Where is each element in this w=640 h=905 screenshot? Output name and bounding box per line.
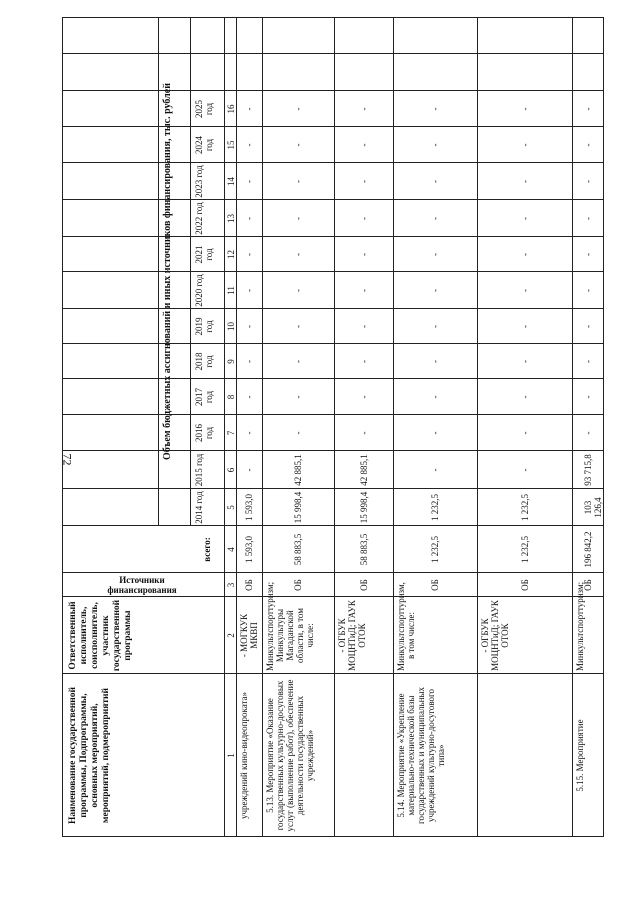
column-number: 13 [226, 214, 236, 223]
row-value-2019: - [583, 325, 593, 328]
row-total: 58 883,5 [358, 533, 369, 566]
row-value-2025: - [519, 107, 530, 111]
header-divider [158, 17, 159, 526]
header-year-2023: 2023 год [194, 165, 204, 198]
row-value-2015: - [244, 468, 254, 472]
row-value-2025: - [293, 107, 303, 111]
row-value-2018: - [519, 360, 530, 363]
row-value-2022: - [430, 217, 440, 220]
page-number: 72 [60, 453, 75, 466]
budget-table [62, 17, 604, 837]
row-value-2016: - [519, 431, 530, 435]
row-value-2022: - [583, 217, 593, 220]
row-name: 5.13. Мероприятие «Оказание государственных культурно-досуговых услуг (выполнение работ), обеспечение деятельности государственных учреждений» [265, 679, 315, 832]
header-year-2015: 2015 год [194, 453, 204, 487]
row-value-2017: - [358, 395, 369, 399]
column-divider [62, 572, 604, 573]
header-year-2022: 2022 год [194, 202, 204, 235]
row-value-2016: - [430, 431, 440, 435]
row-name: учреждений кино-видеопроката» [239, 692, 249, 820]
header-year-2020: 2020 год [194, 274, 204, 307]
header-year-2016: 2016 год [194, 424, 214, 442]
col-numbers-line [236, 17, 237, 837]
column-number: 14 [226, 177, 236, 186]
row-value-2021: - [519, 253, 530, 256]
column-divider [62, 236, 604, 237]
row-total: 1 232,5 [430, 536, 440, 563]
row-responsible: Минкультспорттуризм; Минкультуры Магаданской области, в том числе: [265, 581, 315, 671]
header-year-2021: 2021 год [194, 245, 214, 264]
column-divider [62, 126, 604, 127]
header-total: всего: [202, 537, 212, 562]
column-number: 3 [226, 582, 236, 588]
column-divider [62, 673, 604, 674]
column-number: 16 [226, 104, 236, 114]
row-value-2024: - [244, 143, 254, 147]
row-value-2019: - [244, 325, 254, 328]
row-value-2021: - [583, 253, 593, 256]
row-value-2019: - [519, 325, 530, 328]
row-total: 1 232,5 [519, 536, 530, 563]
header-year-2018: 2018 год [194, 352, 214, 371]
column-divider [62, 488, 604, 489]
row-value-2017: - [519, 395, 530, 399]
row-value-2020: - [430, 289, 440, 292]
row-total: 1 593,0 [244, 536, 254, 563]
row-value-2021: - [244, 253, 254, 256]
row-value-2023: - [430, 180, 440, 183]
row-value-2017: - [244, 395, 254, 399]
row-value-2025: - [358, 107, 369, 111]
column-number: 1 [226, 753, 236, 758]
row-value-2022: - [293, 217, 303, 220]
row-value-2017: - [293, 395, 303, 399]
row-value-2016: - [244, 431, 254, 435]
row-value-2022: - [244, 217, 254, 220]
column-number: 12 [226, 250, 236, 259]
row-value-2020: - [583, 289, 593, 292]
column-divider [62, 414, 604, 415]
row-value-2019: - [358, 325, 369, 328]
row-responsible: - ОГБУК МОЦНТиД; ГАУК ОТОК [480, 600, 510, 671]
year-header-divider [190, 17, 191, 526]
column-divider [62, 199, 604, 200]
row-value-2015: - [430, 468, 440, 472]
row-value-2015: 93 715,8 [583, 454, 593, 486]
column-number: 9 [226, 359, 236, 364]
row-source: ОБ [244, 579, 254, 591]
header-source: Источники финансирования [107, 575, 177, 595]
row-value-2018: - [358, 360, 369, 363]
row-value-2024: - [519, 143, 530, 147]
row-value-2024: - [293, 143, 303, 147]
row-value-2022: - [519, 217, 530, 220]
table-border-top [62, 17, 63, 837]
column-divider [62, 343, 604, 344]
row-value-2024: - [358, 143, 369, 147]
row-source: ОБ [519, 579, 530, 591]
row-value-2025: - [430, 107, 440, 111]
header-year-2019: 2019 год [194, 317, 214, 336]
table-border-left [62, 836, 604, 837]
rotated-table-sheet [62, 17, 604, 837]
column-number: 6 [226, 467, 236, 473]
header-year-2025: 2025 год [194, 100, 214, 118]
row-source: ОБ [430, 579, 440, 591]
row-value-2015: 42 885,1 [358, 454, 369, 486]
header-bottom-line [224, 17, 225, 837]
row-divider [572, 17, 573, 837]
row-value-2020: - [519, 289, 530, 292]
row-value-2015: - [519, 468, 530, 472]
row-value-2020: - [244, 289, 254, 292]
column-number: 5 [226, 505, 236, 510]
row-value-2023: - [519, 180, 530, 183]
column-number: 8 [226, 394, 236, 400]
row-value-2021: - [293, 253, 303, 256]
row-value-2023: - [583, 180, 593, 183]
row-value-2019: - [293, 325, 303, 328]
row-total: 196 842,2 [583, 531, 593, 568]
row-value-2020: - [358, 289, 369, 292]
row-total: 58 883,5 [293, 533, 303, 566]
row-value-2016: - [583, 431, 593, 435]
column-divider [62, 308, 604, 309]
row-value-2018: - [583, 360, 593, 363]
row-value-2023: - [244, 180, 254, 183]
row-value-2014: 1 593,0 [244, 494, 254, 521]
row-value-2014: 1 232,5 [430, 494, 440, 521]
column-number: 2 [226, 633, 236, 638]
row-responsible: - МОГКУК МКВП [239, 613, 259, 658]
row-source: ОБ [583, 579, 593, 591]
row-value-2025: - [583, 107, 593, 111]
column-divider [62, 162, 604, 163]
column-divider [62, 450, 604, 451]
row-source: ОБ [293, 579, 303, 591]
table-border-bottom [603, 17, 604, 837]
row-value-2017: - [583, 395, 593, 399]
row-value-2015: 42 885,1 [293, 454, 303, 486]
column-number: 15 [226, 140, 236, 150]
row-value-2018: - [430, 360, 440, 363]
row-responsible: Минкультспорттуризм; [575, 581, 585, 671]
row-responsible: Минкультспорттуризм, в том числе: [396, 582, 416, 671]
column-number: 11 [226, 286, 236, 295]
column-number: 4 [226, 547, 236, 552]
row-value-2016: - [293, 431, 303, 435]
row-divider [334, 17, 335, 837]
row-name: 5.15. Мероприятие [575, 719, 585, 792]
column-divider [62, 596, 604, 597]
row-value-2018: - [293, 360, 303, 363]
row-value-2024: - [583, 143, 593, 147]
row-value-2022: - [358, 217, 369, 220]
row-divider [262, 17, 263, 837]
row-value-2016: - [358, 431, 369, 435]
column-divider [62, 271, 604, 272]
row-name: 5.14. Мероприятие «Укрепление материально-технической базы государственных и муниципальных учреждений культурно-досугового типа» [396, 687, 446, 824]
row-value-2017: - [430, 395, 440, 399]
column-number: 7 [226, 430, 236, 436]
table-border-right [62, 17, 604, 18]
row-divider [393, 17, 394, 837]
row-value-2024: - [430, 143, 440, 147]
row-value-2025: - [244, 107, 254, 111]
header-responsible: Ответственный исполнитель, соисполнитель, участник государственной программы [68, 599, 133, 672]
row-value-2021: - [430, 253, 440, 256]
column-number: 10 [226, 322, 236, 331]
row-value-2019: - [430, 325, 440, 328]
row-value-2014: 103 126,4 [583, 497, 603, 518]
column-divider [62, 378, 604, 379]
header-name: Наименование государственной программы, Подпрограммы, основных мероприятий, мероприятий, подмероприятий [68, 686, 111, 825]
row-value-2014: 1 232,5 [519, 494, 530, 521]
row-value-2023: - [358, 180, 369, 183]
row-responsible: - ОГБУК МОЦНТиД; ГАУК ОТОК [337, 600, 367, 671]
header-year-2014: 2014 год [194, 491, 204, 524]
column-divider [62, 53, 604, 54]
row-source: ОБ [358, 579, 369, 591]
column-divider [62, 90, 604, 91]
row-value-2023: - [293, 180, 303, 183]
row-divider [477, 17, 478, 837]
row-value-2021: - [358, 253, 369, 256]
header-year-2017: 2017 год [194, 388, 214, 406]
row-value-2014: 15 998,4 [358, 491, 369, 524]
row-value-2014: 15 998,4 [293, 491, 303, 524]
header-year-2024: 2024 год [194, 136, 214, 154]
header-volume-title: Объем бюджетных ассигнований и иных источников финансирования, тыс. рублей [162, 83, 173, 460]
row-value-2018: - [244, 360, 254, 363]
column-divider [62, 525, 604, 526]
row-value-2020: - [293, 289, 303, 292]
